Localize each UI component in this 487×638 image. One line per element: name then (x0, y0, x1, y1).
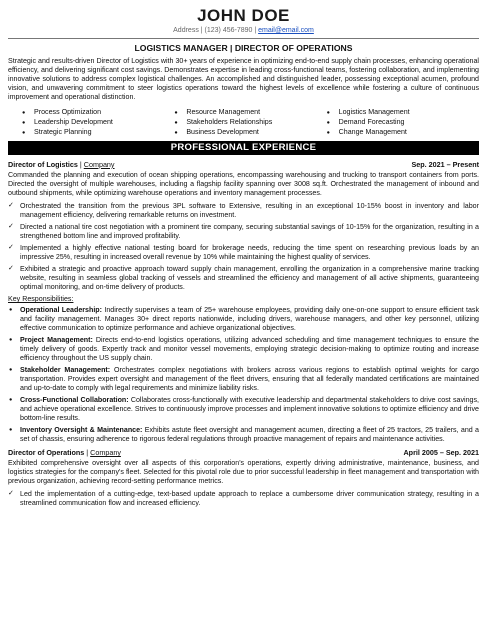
skill-item: ● Leadership Development (22, 117, 174, 127)
achievement-item: ✓ Exhibited a strategic and proactive approach toward supply chain management, enrolling the organization in a comprehensive marine tracking website, resulting in seamless global tracking of vessels and streamlined the efficiency and management of all active shipments, guaranteeing optimal monitoring, and on-time delivery of products. (8, 265, 479, 292)
skill-item: ● Resource Management (174, 107, 326, 117)
job-header (8, 448, 479, 457)
job-title: Director of Operations (8, 448, 85, 458)
job-title-headline: LOGISTICS MANAGER | DIRECTOR OF OPERATIONS (134, 43, 353, 53)
skill-item: ● Business Development (174, 127, 326, 137)
skills-grid (22, 107, 479, 137)
skill-item: ● Process Optimization (22, 107, 174, 117)
job-title-company (8, 448, 121, 457)
job-description: Commanded the planning and execution of ocean shipping operations, encompassing warehousing and trucking to transport containers from ports. Directed the oversight of multiple warehouses, including a flagship facility spanning over 3008 sq.ft. Orchestrated the management of inbound and outbound shipments, while optimizing warehouse operations and inventory management processes. (8, 171, 479, 198)
achievement-item: ✓ Implemented a highly effective national testing board for brokerage needs, reducing the time spent on researching previous loads by an impressive 25%, resulting in increased overall revenue by 10% while maintaining the highest quality of services. (8, 244, 479, 262)
responsibilities-heading: Key Responsibilities: (8, 295, 74, 304)
job-dates: Sep. 2021 – Present (411, 159, 479, 169)
responsibility-label: Cross-Functional Collaboration: (20, 396, 129, 405)
responsibility-text: Directs end-to-end logistics operations, utilizing advanced scheduling and time management techniques to ensure the timely delivery of goods. Expertly track and monitor vessel movements, employing strategic decision-making to optimize routing and increase efficiency throughout the US supply chain. (20, 336, 479, 363)
resume-page (8, 0, 479, 508)
responsibility-item (8, 396, 479, 423)
achievement-list (8, 490, 479, 508)
responsibility-label: Operational Leadership: (20, 306, 102, 315)
contact-details: Address | (123) 456-7890 | (173, 27, 259, 34)
skill-item: ● Stakeholders Relationships (174, 117, 326, 127)
achievement-item: ✓ Orchestrated the transition from the previous 3PL software to Extensive, resulting in an exceptional 10-15% boost in inventory and labor management efficiency, delivering remarkable returns on investment. (8, 202, 479, 220)
achievement-item: ✓ Directed a national tire cost negotiation with a prominent tire company, securing substantial savings of 10-15% for the organization, resulting in a strengthened bottom line and improved profitability. (8, 223, 479, 241)
header-divider (8, 38, 479, 39)
responsibility-item (8, 306, 479, 333)
achievement-item: ✓ Led the implementation of a cutting-edge, text-based update approach to replace a cumbersome driver communication strategy, resulting in a streamlined communication flow and increased efficiency. (8, 490, 479, 508)
job-title-company (8, 160, 115, 169)
responsibility-item (8, 336, 479, 363)
responsibility-text: Orchestrates complex negotiations with brokers across various regions to establish optimal weights for cargo transportation. Provides expert oversight and management of the fleet drivers, ensuring that all federally mandated certifications are maintained and up-to-date to comply with legal requirements and minimize liability risks. (20, 366, 479, 393)
job-description: Exhibited comprehensive oversight over all aspects of this corporation's operations, expertly driving administrative, maintenance, business, and logistics strategies for the company's fleet. Selected for this pivotal role due to prior successful leadership in fleet management and transportation with previous organization, achieving record-setting performance metrics. (8, 459, 479, 486)
company-name: Company (90, 448, 121, 458)
job-header (8, 160, 479, 169)
responsibility-label: Project Management: (20, 336, 93, 345)
responsibility-label: Inventory Oversight & Maintenance: (20, 426, 143, 435)
job-dates: April 2005 – Sep. 2021 (403, 448, 479, 458)
skill-item: ● Change Management (327, 127, 479, 137)
responsibility-text: Collaborates cross-functionally with executive leadership and departmental stakeholders to drive cost savings, and achieve operational excellence. Strives to continuously improve processes and implement innovative solutions to optimize efficiency and drive bottom-line results. (20, 396, 479, 423)
skill-item: ● Strategic Planning (22, 127, 174, 137)
professional-summary: Strategic and results-driven Director of Logistics with 30+ years of experience in optimizing end-to-end supply chain processes, enhancing operational efficiency, and delivering significant cost savings. Demonstrates expertise in leading cross-functional teams, fostering collaboration, and implementing innovative solutions to address complex logistical challenges. An accomplished and distinguished leader, possessing exceptional acumen, profound vision, and unwavering commitment to steer logistics operations toward the highest levels of excellence while fostering a culture of continuous improvement and operational distinction. (8, 56, 479, 101)
title-separator: | (84, 448, 91, 458)
job-title: Director of Logistics (8, 159, 78, 169)
responsibility-item (8, 426, 479, 444)
section-heading-experience: PROFESSIONAL EXPERIENCE (8, 141, 479, 155)
candidate-name: JOHN DOE (197, 6, 290, 25)
contact-line (8, 26, 479, 36)
responsibility-list (8, 306, 479, 444)
responsibility-text: Exhibits astute fleet oversight and management acumen, directing a fleet of 25 tractors, 25 trailers, and a set of chassis, ensuring adherence to rigorous federal regulations through proactive management of repairs and maintenance activities. (20, 426, 479, 444)
skill-item: ● Logistics Management (327, 107, 479, 117)
title-separator: | (77, 159, 84, 169)
achievement-list (8, 202, 479, 292)
responsibility-label: Stakeholder Management: (20, 366, 111, 375)
email-link[interactable]: email@email.com (258, 27, 314, 34)
responsibility-item (8, 366, 479, 393)
company-name: Company (83, 159, 115, 169)
responsibility-text: Indirectly supervises a team of 25+ warehouse employees, providing daily one-on-one support to ensure efficient task and facility management. Manages 30+ direct reports nationwide, including drivers, warehouse managers, and other key personnel, utilizing effective communication to optimize performance and achieve organizational objectives. (20, 306, 479, 333)
skill-item: ● Demand Forecasting (327, 117, 479, 127)
